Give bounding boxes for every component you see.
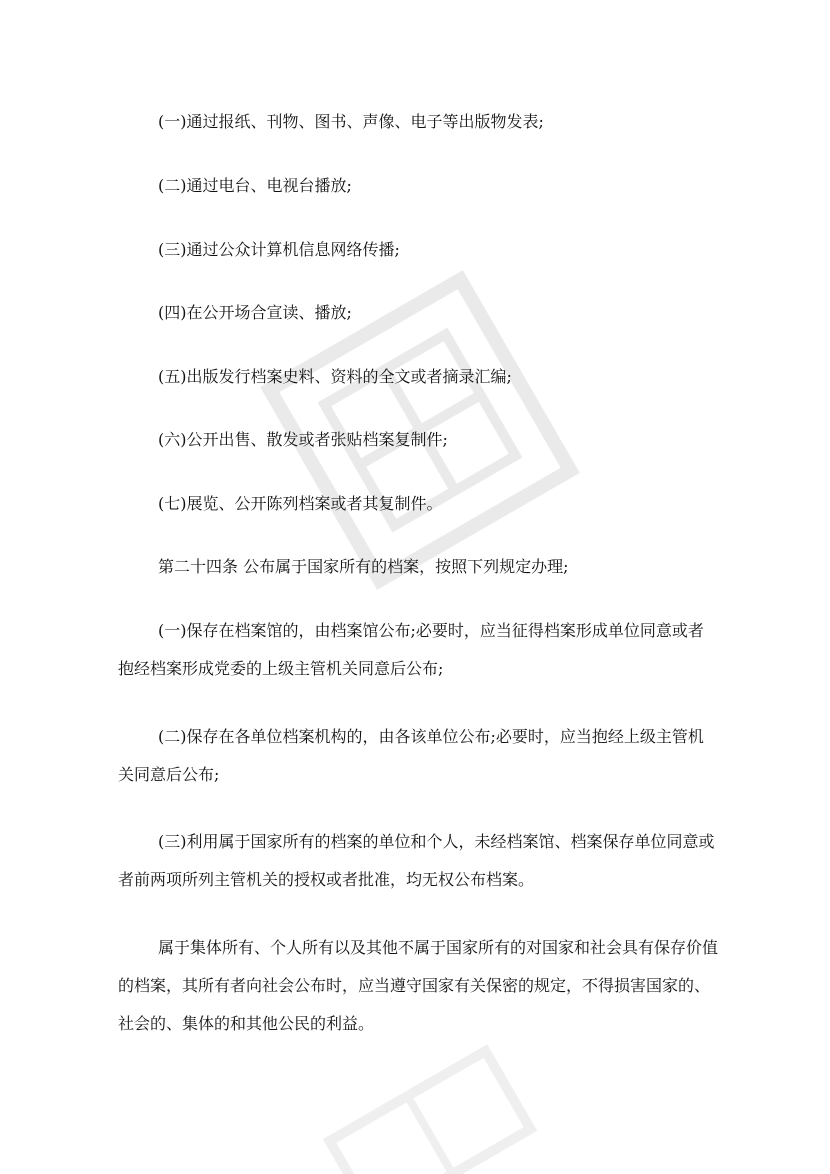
- paragraph-11: (三)利用属于国家所有的档案的单位和个人，未经档案馆、档案保存单位同意或者前两项所列主管机关的授权或者批准，均无权公布档案。: [118, 832, 715, 889]
- paragraph-6: (六)公开出售、散发或者张贴档案复制件;: [158, 430, 448, 449]
- paragraph-12: 属于集体所有、个人所有以及其他不属于国家所有的对国家和社会具有保存价值的档案，其所有者向社会公布时，应当遵守国家有关保密的规定，不得损害国家的、社会的、集体的和其他公民的利益。: [118, 938, 719, 1033]
- paragraph-10: (二)保存在各单位档案机构的，由各该单位公布;必要时，应当抱经上级主管机关同意后公布;: [118, 727, 704, 784]
- paragraph-7: (七)展览、公开陈列档案或者其复制件。: [158, 494, 443, 513]
- paragraph-1: (一)通过报纸、刊物、图书、声像、电子等出版物发表;: [158, 112, 544, 131]
- article-24-heading: 第二十四条 公布属于国家所有的档案，按照下列规定办理;: [158, 557, 569, 576]
- watermark-logo-bottom-icon: [316, 1037, 544, 1174]
- paragraph-2: (二)通过电台、电视台播放;: [158, 176, 352, 195]
- paragraph-3: (三)通过公众计算机信息网络传播;: [158, 240, 400, 259]
- paragraph-5: (五)出版发行档案史料、资料的全文或者摘录汇编;: [158, 367, 512, 386]
- paragraph-4: (四)在公开场合宣读、播放;: [158, 303, 352, 322]
- paragraph-9: (一)保存在档案馆的，由档案馆公布;必要时，应当征得档案形成单位同意或者抱经档案形成党委的上级主管机关同意后公布;: [118, 621, 704, 678]
